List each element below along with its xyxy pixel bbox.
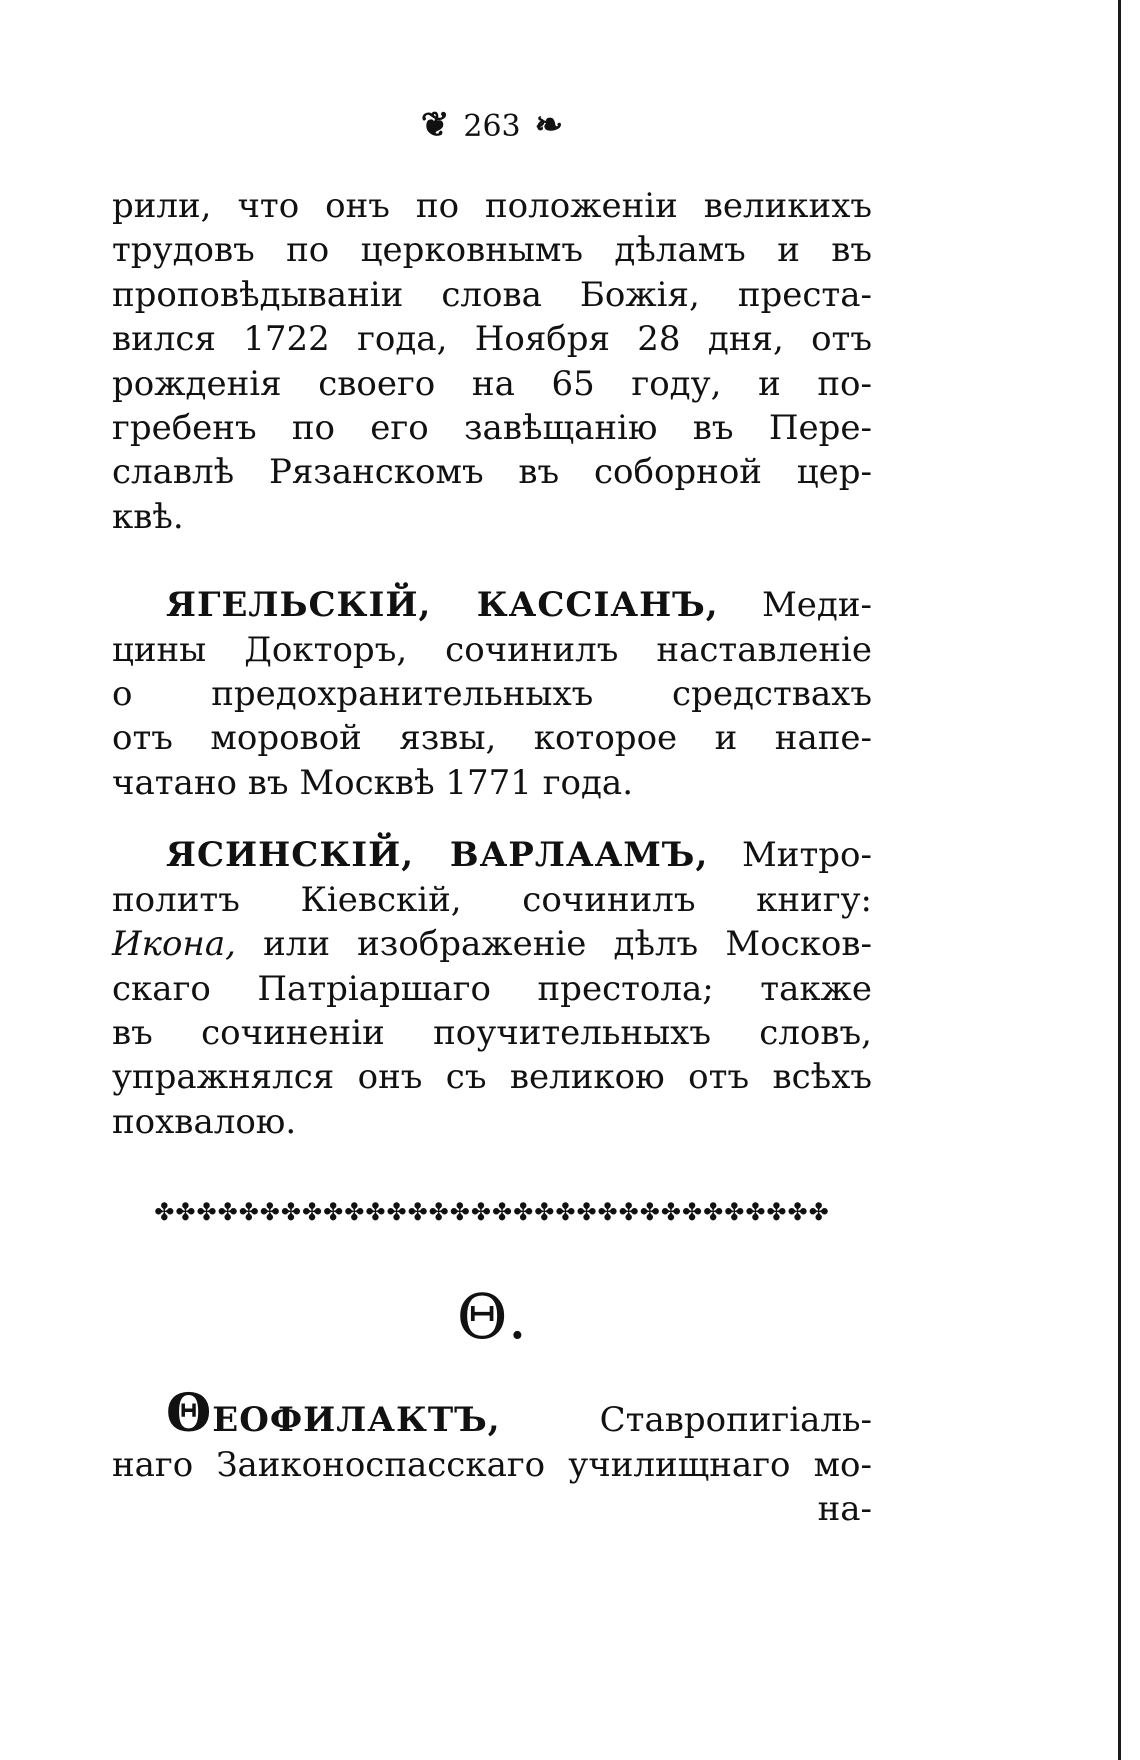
text-fragment: Митро- <box>741 835 872 876</box>
entry-name: ЯСИНСКІЙ, ВАРЛААМЪ, <box>166 835 709 876</box>
entry-yasinsky <box>112 833 872 1144</box>
text-line: въ сочиненіи поучительныхъ словъ, <box>112 1012 872 1053</box>
text-line: цины Докторъ, сочинилъ наставленіе <box>112 629 872 670</box>
text-line <box>112 583 872 627</box>
text-line: скаго Патріаршаго престола; также <box>112 968 872 1009</box>
text-line: трудовъ по церковнымъ дѣламъ и въ <box>112 230 872 271</box>
text-fragment: Меди- <box>761 585 872 626</box>
text-line: упражнялся онъ съ великою отъ всѣхъ <box>112 1057 872 1098</box>
text-line: квѣ. <box>112 496 184 537</box>
right-ornament-icon: ❧ <box>534 105 564 145</box>
entry-continuation <box>112 184 872 539</box>
text-line <box>112 922 872 966</box>
page-header <box>112 100 872 150</box>
section-letter: Θ. <box>456 1280 528 1354</box>
text-line: похвалою. <box>112 1101 297 1142</box>
text-fragment: Ставропигіаль- <box>599 1400 872 1441</box>
text-line: рожденія своего на 65 году, и по- <box>112 363 872 404</box>
entry-feofilakt <box>112 1383 872 1487</box>
text-line: гребенъ по его завѣщанію въ Пере- <box>112 408 872 449</box>
text-line: чатано въ Москвѣ 1771 года. <box>112 762 634 803</box>
entry-name: ЯГЕЛЬСКІЙ, КАССІАНЪ, <box>166 585 719 626</box>
catchword: на- <box>817 1488 872 1529</box>
entry-yagelsky <box>112 583 872 805</box>
entry-name <box>166 1383 501 1445</box>
left-ornament-icon: ❦ <box>420 105 450 145</box>
text-fragment: или изображеніе дѣлъ Москов- <box>263 924 873 965</box>
text-line: проповѣдываніи слова Божія, преста- <box>112 274 872 315</box>
text-line: славлѣ Рязанскомъ въ соборной цер- <box>112 452 872 493</box>
text-line: о предохранительныхъ средствахъ <box>112 674 872 715</box>
page-edge-line <box>1118 0 1121 1760</box>
drop-initial: Θ <box>166 1383 213 1445</box>
text-line: вился 1722 года, Ноября 28 дня, отъ <box>112 319 872 360</box>
text-line: рили, что онъ по положеніи великихъ <box>112 186 872 226</box>
book-page <box>112 100 872 1531</box>
book-title: Икона, <box>112 924 236 965</box>
ornamental-divider: ✤✤✤✤✤✤✤✤✤✤✤✤✤✤✤✤✤✤✤✤✤✤✤✤✤✤✤✤✤✤✤✤ <box>154 1198 830 1227</box>
text-line <box>112 833 872 877</box>
text-line: наго Заиконоспасскаго училищнаго мо- <box>112 1444 872 1485</box>
text-fragment: ЕОФИЛАКТЪ, <box>212 1400 501 1441</box>
page-number: 263 <box>463 109 521 144</box>
text-line: политъ Кіевскій, сочинилъ книгу: <box>112 879 872 920</box>
text-line: отъ моровой язвы, которое и напе- <box>112 718 872 759</box>
text-line <box>112 1383 872 1445</box>
